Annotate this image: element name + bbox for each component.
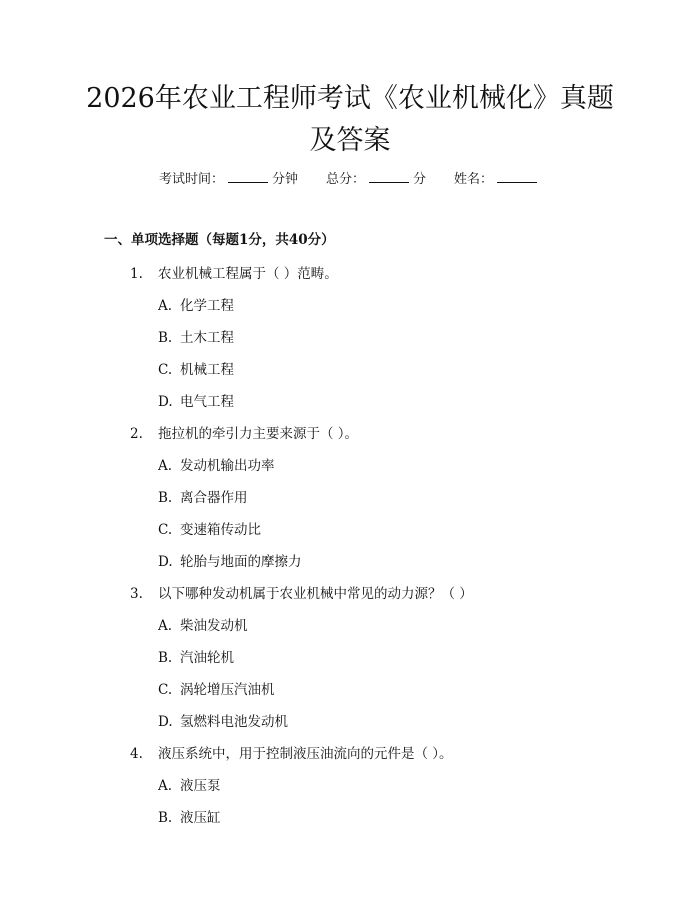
question-1 bbox=[130, 262, 338, 282]
option-text: 液压泵 bbox=[180, 778, 221, 794]
option-text: 土木工程 bbox=[180, 330, 234, 346]
question-number: 4. bbox=[130, 746, 143, 762]
option-letter: A. bbox=[158, 778, 173, 794]
option-letter: C. bbox=[158, 362, 173, 378]
option-text: 机械工程 bbox=[180, 362, 234, 378]
option-letter: A. bbox=[158, 298, 173, 314]
title-line-2: 及答案 bbox=[309, 125, 391, 156]
option-text: 氢燃料电池发动机 bbox=[180, 714, 288, 730]
score-blank bbox=[369, 170, 409, 183]
exam-meta bbox=[0, 168, 700, 187]
option-letter: C. bbox=[158, 682, 173, 698]
option bbox=[158, 486, 248, 506]
question-text: 农业机械工程属于（ ）范畴。 bbox=[158, 266, 338, 282]
question-2 bbox=[130, 422, 358, 442]
question-4 bbox=[130, 742, 453, 762]
score-label: 总分： bbox=[325, 172, 365, 187]
option-letter: B. bbox=[158, 490, 173, 506]
option bbox=[158, 518, 261, 538]
option-letter: B. bbox=[158, 650, 173, 666]
option-text: 液压缸 bbox=[180, 810, 221, 826]
option-text: 柴油发动机 bbox=[180, 618, 248, 634]
question-number: 1. bbox=[130, 266, 143, 282]
option bbox=[158, 614, 248, 634]
option-letter: A. bbox=[158, 618, 173, 634]
question-text: 拖拉机的牵引力主要来源于（ ）。 bbox=[158, 426, 359, 442]
question-text: 液压系统中，用于控制液压油流向的元件是（ ）。 bbox=[158, 746, 453, 762]
option-text: 汽油轮机 bbox=[180, 650, 234, 666]
name-blank bbox=[497, 170, 537, 183]
option-text: 变速箱传动比 bbox=[180, 522, 261, 538]
question-text: 以下哪种发动机属于农业机械中常见的动力源？（ ） bbox=[158, 586, 473, 602]
title-line-1: 2026年农业工程师考试《农业机械化》真题 bbox=[86, 83, 614, 114]
option-letter: D. bbox=[158, 714, 173, 730]
option-letter: D. bbox=[158, 554, 173, 570]
option bbox=[158, 550, 302, 570]
option-text: 电气工程 bbox=[180, 394, 234, 410]
option bbox=[158, 358, 234, 378]
option-letter: A. bbox=[158, 458, 173, 474]
option-letter: D. bbox=[158, 394, 173, 410]
time-blank bbox=[228, 170, 268, 183]
option bbox=[158, 774, 221, 794]
option-text: 发动机输出功率 bbox=[180, 458, 275, 474]
option bbox=[158, 454, 275, 474]
option bbox=[158, 294, 234, 314]
option bbox=[158, 678, 275, 698]
time-label: 考试时间： bbox=[158, 172, 224, 187]
section-heading: 一、单项选择题（每题1分，共40分） bbox=[104, 232, 335, 248]
page-title bbox=[60, 78, 640, 162]
question-3 bbox=[130, 582, 473, 602]
option-letter: C. bbox=[158, 522, 173, 538]
question-number: 2. bbox=[130, 426, 143, 442]
option bbox=[158, 806, 221, 826]
option bbox=[158, 710, 288, 730]
option-text: 涡轮增压汽油机 bbox=[180, 682, 275, 698]
option bbox=[158, 646, 234, 666]
option-text: 化学工程 bbox=[180, 298, 234, 314]
option-letter: B. bbox=[158, 810, 173, 826]
name-label: 姓名： bbox=[454, 172, 494, 187]
option-text: 离合器作用 bbox=[180, 490, 248, 506]
option bbox=[158, 390, 234, 410]
question-number: 3. bbox=[130, 586, 143, 602]
option-letter: B. bbox=[158, 330, 173, 346]
option-text: 轮胎与地面的摩擦力 bbox=[180, 554, 302, 570]
score-unit: 分 bbox=[413, 172, 427, 187]
option bbox=[158, 326, 234, 346]
time-unit: 分钟 bbox=[271, 172, 298, 187]
